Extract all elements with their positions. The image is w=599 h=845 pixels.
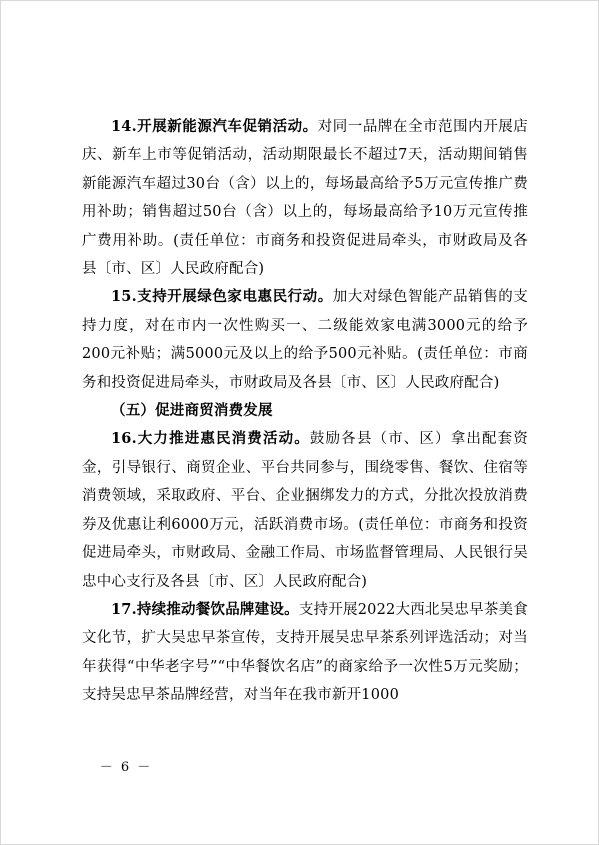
document-body: [82, 113, 528, 710]
item-16-heading: 16.大力推进惠民消费活动。: [111, 430, 310, 448]
item-17-heading: 17.持续推动餐饮品牌建设。: [111, 600, 299, 618]
item-17-paragraph: [82, 596, 528, 710]
item-14-text: 对同一品牌在全市范围内开展店庆、新车上市等促销活动，活动期限最长不超过7天，活动期间销售新能源汽车超过30台（含）以上的，每场最高给予5万元宣传推广费用补助；销售超过50台（含）以上的，每场最高给予10万元宣传推广费用补助。(责任单位：市商务和投资促进局牵头，市财政局及各县〔市、区〕人民政府配合): [82, 119, 528, 278]
item-15-heading: 15.支持开展绿色家电惠民行动。: [111, 288, 333, 306]
item-14-heading: 14.开展新能源汽车促销活动。: [111, 118, 318, 135]
item-15-text: 加大对绿色智能产品销售的支持力度，对在市内一次性购买一、二级能效家电满3000元的给予200元补贴；满5000元及以上的给予500元补贴。(责任单位：市商务和投资促进局牵头，市财政局及各县〔市、区〕人民政府配合): [82, 289, 528, 391]
item-14-paragraph: [82, 113, 528, 283]
section-heading: （五）促进商贸消费发展: [111, 402, 273, 420]
page-number: － 6 －: [99, 760, 153, 775]
item-15-paragraph: [82, 283, 528, 397]
item-16-text: 鼓励各县（市、区）拿出配套资金，引导银行、商贸企业、平台共同参与，围绕零售、餐饮、住宿等消费领域，采取政府、平台、企业捆绑发力的方式，分批次投放消费券及优惠让利6000万元，活跃消费市场。(责任单位：市商务和投资促进局牵头，市财政局、金融工作局、市场监督管理局、人民银行吴忠中心支行及各县〔市、区〕人民政府配合): [82, 431, 528, 590]
item-17-text: 支持开展2022大西北吴忠早茶美食文化节，扩大吴忠早茶宣传，支持开展吴忠早茶系列评选活动；对当年获得“中华老字号”“中华餐饮名店”的商家给予一次性5万元奖励；支持吴忠早茶品牌经营，对当年在我市新开1000: [82, 601, 528, 704]
item-16-paragraph: [82, 425, 528, 595]
